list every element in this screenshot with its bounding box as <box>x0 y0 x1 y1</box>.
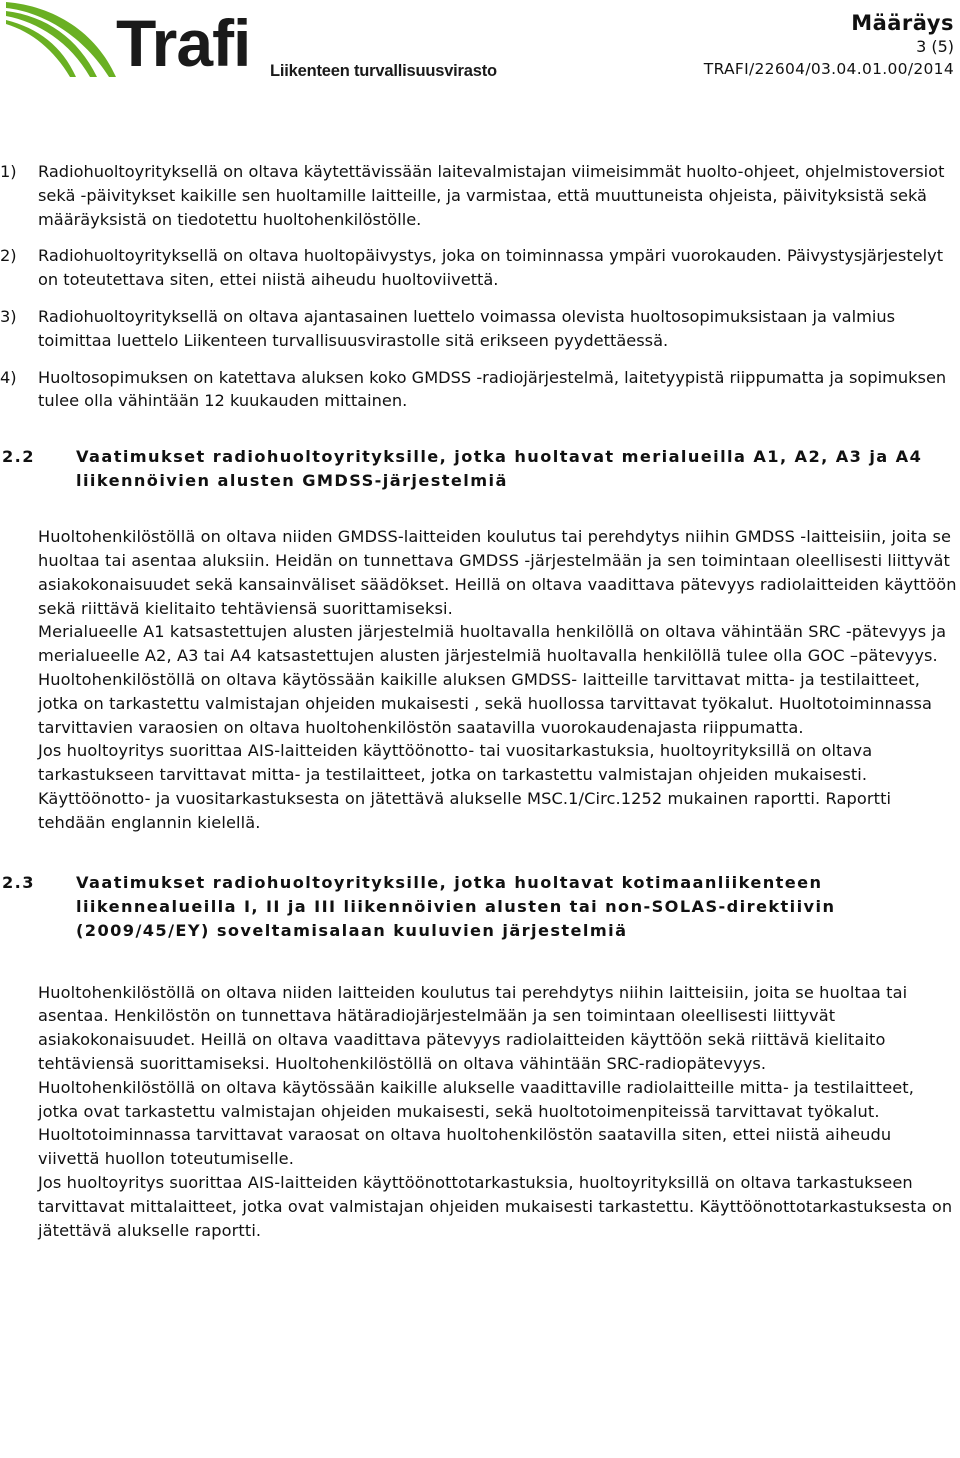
trafi-logo <box>4 2 524 84</box>
requirements-list <box>0 160 958 413</box>
document-reference: TRAFI/22604/03.04.01.00/2014 <box>703 60 954 78</box>
list-item-text: Radiohuoltoyrityksellä on oltava huoltopäivystys, joka on toiminnassa ympäri vuorokauden. Päivystysjärjestelyt on toteutettava siten, ettei niistä aiheudu huoltoviivettä. <box>38 246 944 290</box>
page-header <box>0 0 960 90</box>
document-meta <box>704 10 954 80</box>
list-item <box>0 305 958 353</box>
list-item-number: 4) <box>0 367 17 387</box>
trafi-swoosh-icon <box>4 2 124 82</box>
document-type: Määräys <box>851 11 954 35</box>
list-item-text: Radiohuoltoyrityksellä on oltava käytettävissään laitevalmistajan viimeisimmät huolto-ohjeet, ohjelmistoversiot sekä -päivitykset kaikille sen huoltamille laitteille, ja varmistaa, että muuttuneista ohjeista, päivityksistä sekä määräyksistä on tiedotettu huoltohenkilöstölle. <box>38 162 945 229</box>
section-2-3 <box>0 871 958 1243</box>
page-number: 3 (5) <box>916 37 954 56</box>
list-item-text: Huoltosopimuksen on katettava aluksen koko GMDSS -radiojärjestelmä, laitetyypistä riippumatta ja sopimuksen tulee olla vähintään 12 kuukauden mittainen. <box>38 367 947 411</box>
paragraph: Huoltohenkilöstöllä on oltava käytössään kaikille aluksen GMDSS- laitteille tarvittavat mitta- ja testilaitteet, jotka on tarkastettu valmistajan ohjeiden mukaisesti , sekä huollossa tarvittavat työkalut. Huoltotoiminnassa tarvittavien varaosien on oltava huoltohenkilöstön saatavilla vuorokaudenajasta riippumatta. <box>38 669 933 737</box>
paragraph: Jos huoltoyritys suorittaa AIS-laitteiden käyttöönotto- tai vuositarkastuksia, huoltoyrityksillä on oltava tarkastukseen tarvittavat mitta- ja testilaitteet, jotka on tarkastettu valmistajan ohjeiden mukaisesti. Käyttöönotto- ja vuositarkastuksesta on jätettävä alukselle MSC.1/Circ.1252 mukainen raportti. Raportti tehdään englannin kielellä. <box>38 741 892 832</box>
list-item <box>0 160 958 231</box>
paragraph: Jos huoltoyritys suorittaa AIS-laitteiden käyttöönottotarkastuksia, huoltoyrityksillä on oltava tarkastukseen tarvittavat mittalaitteet, jotka ovat valmistajan ohjeiden mukaisesti tarkastettu. Käyttöönottotarkastuksesta on jätettävä alukselle raportti. <box>38 1172 953 1240</box>
logo-wordmark: Trafi <box>116 6 251 80</box>
list-item-number: 2) <box>0 246 17 266</box>
paragraph: Merialueelle A1 katsastettujen alusten järjestelmiä huoltavalla henkilöllä on oltava vähintään SRC -pätevyys ja merialueelle A2, A3 tai A4 katsastettujen alusten järjestelmiä huoltavalla henkilöllä tulee olla GOC –pätevyys. <box>38 622 947 666</box>
list-item-number: 3) <box>0 306 17 326</box>
list-item-text: Radiohuoltoyrityksellä on oltava ajantasainen luettelo voimassa olevista huoltosopimuksistaan ja valmius toimittaa luettelo Liikenteen turvallisuusvirastolle sitä erikseen pyydettäessä. <box>38 306 896 350</box>
document-body <box>0 160 958 1242</box>
paragraph: Huoltohenkilöstöllä on oltava niiden laitteiden koulutus tai perehdytys niihin laitteisiin, joita se huoltaa tai asentaa. Henkilöstön on tunnettava hätäradiojärjestelmään ja sen toimintaan oleellisesti liittyvät asiakokonaisuudet. Heillä on oltava vaadittava pätevyys radiolaitteiden käyttöön sekä riittävä kielitaito tehtäviensä suorittamiseksi. Huoltohenkilöstöllä on oltava vähintään SRC-radiopätevyys. <box>38 982 908 1073</box>
section-2-2 <box>0 445 958 834</box>
list-item-number: 1) <box>0 162 17 181</box>
list-item <box>0 244 958 292</box>
list-item <box>0 366 958 414</box>
section-number: 2.2 <box>2 447 35 467</box>
section-title: Vaatimukset radiohuoltoyrityksille, jotka huoltavat kotimaanliikenteen liikennealueilla I, II ja III liikennöivien alusten tai non-SOLAS-direktiivin (2009/45/EY) soveltamisalaan kuuluvien järjestelmiä <box>76 872 836 940</box>
paragraph: Huoltohenkilöstöllä on oltava käytössään kaikille alukselle vaadittaville radiolaitteille mitta- ja testilaitteet, jotka ovat tarkastettu valmistajan ohjeiden mukaisesti, sekä huoltotoimenpiteissä tarvittavat työkalut. Huoltotoiminnassa tarvittavat varaosat on oltava huoltohenkilöstön saatavilla siten, ettei niistä aiheudu viivettä huollon toteutumiselle. <box>38 1077 914 1169</box>
paragraph: Huoltohenkilöstöllä on oltava niiden GMDSS-laitteiden koulutus tai perehdytys niihin GMDSS -laitteisiin, joita se huoltaa tai asentaa aluksiin. Heidän on tunnettava GMDSS -järjestelmään ja sen toimintaan oleellisesti liittyvät asiakokonaisuudet sekä kansainväliset säädökset. Heillä on oltava vaadittava pätevyys radiolaitteiden käyttöön sekä riittävä kielitaito tehtäviensä suorittamiseksi. <box>38 527 957 618</box>
section-heading <box>0 871 958 943</box>
logo-tagline: Liikenteen turvallisuusvirasto <box>270 62 497 80</box>
section-heading <box>0 445 958 493</box>
section-title: Vaatimukset radiohuoltoyrityksille, jotka huoltavat merialueilla A1, A2, A3 ja A4 liikennöivien alusten GMDSS-järjestelmiä <box>76 447 923 491</box>
section-number: 2.3 <box>2 872 35 892</box>
